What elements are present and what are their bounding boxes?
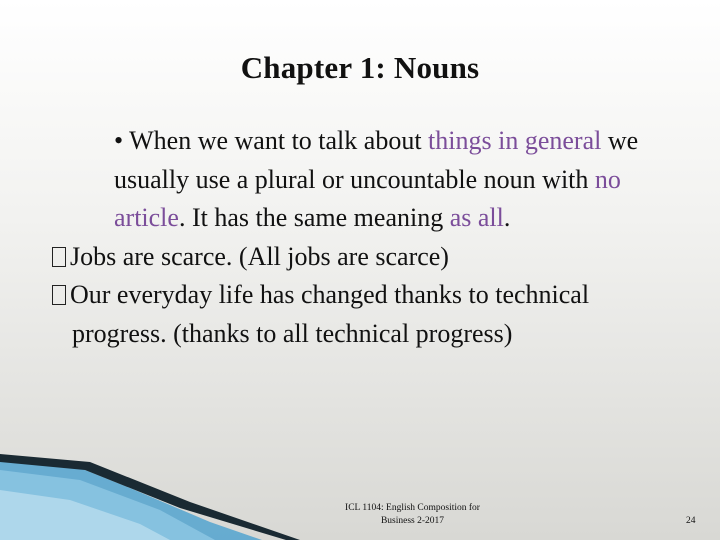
- box-bullet-icon: [52, 285, 66, 305]
- intro-paragraph: [52, 122, 677, 238]
- intro-segment: .: [503, 203, 511, 232]
- intro-highlight: as all: [449, 203, 504, 232]
- bullet-item: [52, 276, 677, 353]
- intro-highlight: things in general: [428, 126, 602, 155]
- box-bullet-icon: [52, 247, 66, 267]
- footer-line: Business 2-2017: [380, 516, 445, 526]
- intro-highlight: no article: [114, 164, 621, 232]
- bullet-text: Our everyday life has changed thanks to technical progress. (thanks to all technical progress): [70, 280, 590, 348]
- intro-segment: we usually use a plural or uncountable noun with: [114, 126, 639, 194]
- intro-segment: . It has the same meaning: [178, 203, 450, 232]
- footer-line: ICL 1104: English Composition for: [345, 503, 480, 513]
- footer-course-info: [300, 502, 525, 528]
- intro-segment: • When we want to talk about: [114, 126, 429, 155]
- page-number: 24: [686, 516, 696, 526]
- slide-body: [52, 122, 677, 353]
- bullet-text: Jobs are scarce. (All jobs are scarce): [70, 241, 449, 271]
- slide-title: Chapter 1: Nouns: [240, 50, 480, 85]
- bullet-item: [52, 238, 677, 277]
